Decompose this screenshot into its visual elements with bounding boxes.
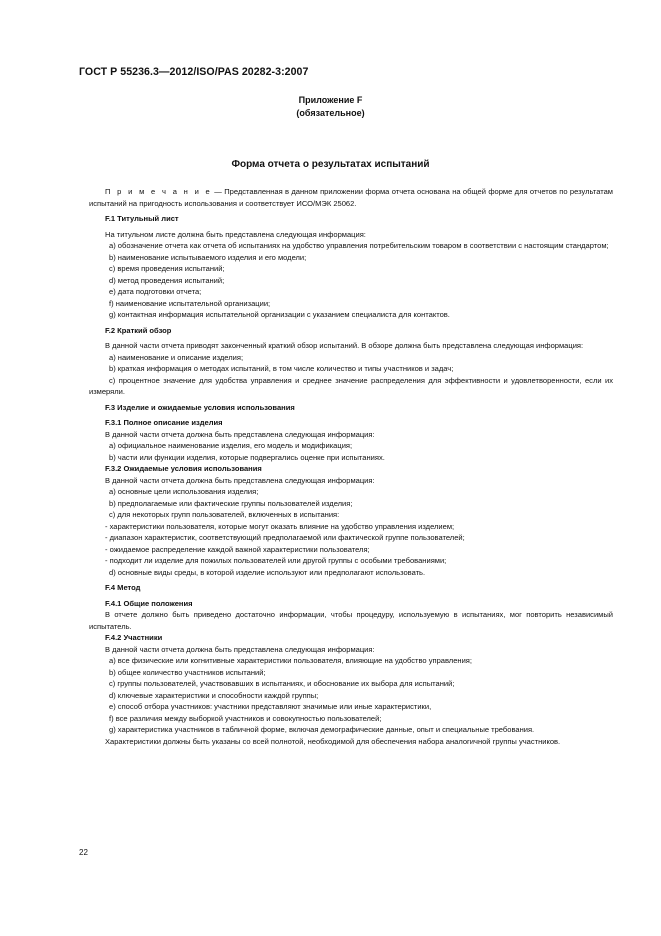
standard-header: ГОСТ Р 55236.3—2012/ISO/PAS 20282-3:2007 xyxy=(79,66,309,78)
section-f42-intro: В данной части отчета должна быть представлена следующая информация: xyxy=(105,644,375,654)
section-f31-heading: F.3.1 Полное описание изделия xyxy=(105,418,223,427)
list-item: a) обозначение отчета как отчета об испытаниях на удобство управления потребительским товаром в соответствии с настоящим стандартом; xyxy=(109,241,609,250)
list-item: g) характеристика участников в табличной форме, включая демографические данные, опыт и специальные требования. xyxy=(109,725,535,734)
list-item: f) все различия между выборкой участников и совокупностью пользователей; xyxy=(109,713,382,723)
note-text: — Представленная в данном приложении форма отчета основана на общей форме для отчетов по результатам испытаний на пригодность использования и соответствует ИСО/МЭК 25062. xyxy=(89,187,613,208)
list-item: b) наименование испытываемого изделия и его модели; xyxy=(109,252,307,262)
section-f2-heading: F.2 Краткий обзор xyxy=(105,325,172,335)
list-item: b) краткая информация о методах испытаний, в том числе количество и типы участников и задач; xyxy=(109,364,454,373)
section-f1-heading: F.1 Титульный лист xyxy=(105,214,179,223)
list-item: a) все физические или когнитивные характеристики пользователя, влияющие на удобство управления; xyxy=(109,656,472,665)
section-f41-text: В отчете должно быть приведено достаточно информации, чтобы процедуру, используемую в испытаниях, мог повторить независимый испытатель. xyxy=(89,610,613,631)
list-item: e) способ отбора участников: участники представляют значимые или иные характеристики, xyxy=(109,702,432,711)
list-item: b) предполагаемые или фактические группы пользователей изделия; xyxy=(109,498,353,508)
page-title: Форма отчета о результатах испытаний xyxy=(231,159,430,170)
section-f3-heading: F.3 Изделие и ожидаемые условия использования xyxy=(105,402,295,412)
list-item: b) общее количество участников испытаний; xyxy=(109,667,266,677)
list-item: a) официальное наименование изделия, его модель и модификация; xyxy=(109,441,353,450)
note-paragraph xyxy=(89,186,613,209)
list-item: c) время проведения испытаний; xyxy=(109,264,225,273)
note-prefix: П р и м е ч а н и е xyxy=(105,187,212,196)
appendix-label: Приложение F xyxy=(298,95,363,105)
dash-item: - характеристики пользователя, которые могут оказать влияние на удобство управления изделием; xyxy=(105,521,455,531)
dash-item: - ожидаемое распределение каждой важной характеристики пользователя; xyxy=(105,544,370,554)
section-f2-intro: В данной части отчета приводят законченный краткий обзор испытаний. В обзоре должна быть представлена следующая информация: xyxy=(105,341,584,350)
section-f32-intro: В данной части отчета должна быть представлена следующая информация: xyxy=(105,475,375,485)
section-f31-intro: В данной части отчета должна быть представлена следующая информация: xyxy=(105,429,375,439)
list-item: a) наименование и описание изделия; xyxy=(109,352,244,362)
page-number: 22 xyxy=(79,848,88,857)
list-item: c) процентное значение для удобства управления и среднее значение распределения для эффективности и удовлетворенности, если их измеряли. xyxy=(89,375,613,396)
appendix-status: (обязательное) xyxy=(296,108,365,118)
list-item: c) для некоторых групп пользователей, включенных в испытания: xyxy=(109,510,340,519)
list-item: c) группы пользователей, участвовавших в испытаниях, и обоснование их выбора для испытаний; xyxy=(109,679,455,688)
dash-item: - подходит ли изделие для пожилых пользователей или другой группы с особыми требованиями; xyxy=(105,556,447,565)
section-f42-closing: Характеристики должны быть указаны со всей полнотой, необходимой для обеспечения набора аналогичной группы участников. xyxy=(105,736,561,746)
section-f4-heading: F.4 Метод xyxy=(105,583,141,592)
list-item: e) дата подготовки отчета; xyxy=(109,287,202,296)
list-item: b) части или функции изделия, которые подвергались оценке при испытаниях. xyxy=(109,452,385,462)
section-f41-heading: F.4.1 Общие положения xyxy=(105,598,193,608)
section-f1-intro: На титульном листе должна быть представлена следующая информация: xyxy=(105,229,366,239)
dash-item: - диапазон характеристик, соответствующий предполагаемой или фактической группе пользователей; xyxy=(105,533,465,542)
section-f42-heading: F.4.2 Участники xyxy=(105,633,163,642)
document-body xyxy=(89,186,613,747)
list-item: g) контактная информация испытательной организации с указанием специалиста для контактов. xyxy=(109,310,450,319)
list-item: a) основные цели использования изделия; xyxy=(109,487,259,496)
list-item: d) ключевые характеристики и способности каждой группы; xyxy=(109,690,319,700)
list-item: f) наименование испытательной организации; xyxy=(109,298,271,308)
list-item: d) основные виды среды, в которой изделие используют или предполагают использовать. xyxy=(109,567,426,577)
list-item: d) метод проведения испытаний; xyxy=(109,275,225,285)
section-f32-heading: F.3.2 Ожидаемые условия использования xyxy=(105,464,262,473)
